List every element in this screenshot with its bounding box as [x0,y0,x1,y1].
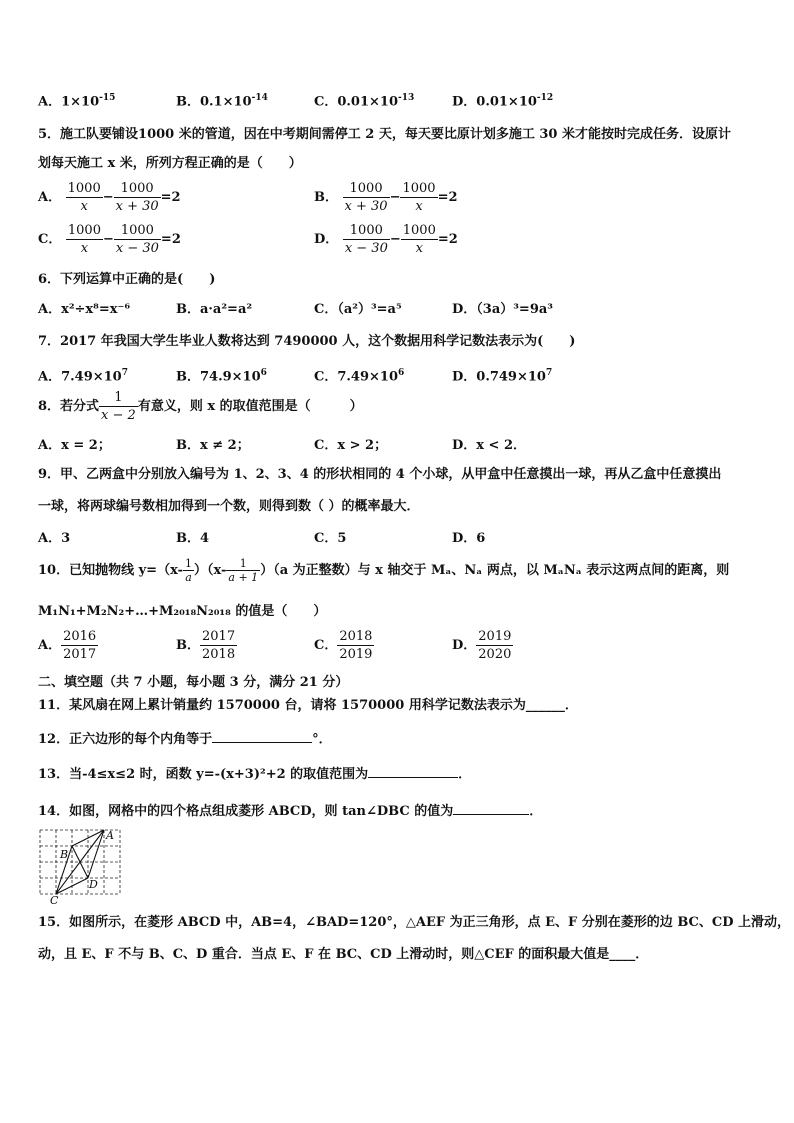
q7-option-d: D．$0.749\times 10^7$ [452,368,553,385]
q7-option-a: A．$7.49\times 10^7$ [38,368,128,385]
q9-stem-line2: 一球，将两球编号数相加得到一个数，则得到数（ ）的概率最大． [38,499,420,514]
q13-stem: 13．当-4≤x≤2 时，函数 y=-(x+3)²+2 的取值范围为 ． [38,767,472,782]
q9-option-d: D．6 [452,531,486,546]
q10-option-a: A． $\frac{2016}{2017}$ [38,629,97,662]
q10-option-d: D． $\frac{2019}{2020}$ [452,629,512,662]
q10-stem-line2: M₁N₁+M₂N₂+…+M₂₀₁₈N₂₀₁₈ 的值是（ ） [38,604,327,619]
q8-option-a: A．x = 2； [38,438,111,453]
q10-stem-line1: 10．已知抛物线 y=（x- $\frac{1}{a}$ ）（x- $\frac{1}{a + 1}$ ）（a 为正整数）与 x 轴交于 Mₐ、Nₐ 两点，以 MₐNₐ 表示这两点间的距离，则 [38,557,730,584]
q4-option-c: C．$0.01\times 10^{-13}$ [314,93,415,110]
q5-stem-line2: 划每天施工 x 米，所列方程正确的是（ ） [38,156,302,171]
q15-stem-line2: 动，且 E、F 不与 B、C、D 重合．当点 E、F 在 BC、CD 上滑动时，则△CEF 的面积最大值是____． [38,947,649,962]
rhombus-grid-figure [38,826,122,904]
q5-option-d: D． $\frac{1000}{x - 30}$ − $\frac{1000}{x}$ =2 [314,223,458,256]
q11-stem: 11．某风扇在网上累计销量约 1570000 台，请将 1570000 用科学记数法表示为______． [38,698,578,713]
q8-option-b: B．x ≠ 2； [176,438,250,453]
q5-option-c: C． $\frac{1000}{x}$ − $\frac{1000}{x - 30}$ =2 [38,223,181,256]
q12-stem: 12．正六边形的每个内角等于 °． [38,732,332,747]
label-d: D [89,878,98,891]
label-c: C [50,894,59,904]
q5-option-a: A． $\frac{1000}{x}$ − $\frac{1000}{x + 30}$ =2 [38,181,181,214]
label-a: A [106,829,114,842]
q14-stem: 14．如图，网格中的四个格点组成菱形 ABCD，则 tan∠DBC 的值为 ． [38,804,543,819]
q10-option-b: B． $\frac{2017}{2018}$ [176,629,236,662]
q9-stem-line1: 9．甲、乙两盒中分别放入编号为 1、2、3、4 的形状相同的 4 个小球，从甲盒中任意摸出一球，再从乙盒中任意摸出 [38,467,722,482]
q7-stem: 7．2017 年我国大学生毕业人数将达到 7490000 人，这个数据用科学记数法表示为( ) [38,334,576,349]
label-b: B [60,848,69,861]
q8-stem: 8．若分式 $\frac{1}{x - 2}$ 有意义，则 x 的取值范围是（ ） [38,390,363,423]
q9-option-b: B．4 [176,531,210,546]
q6-option-c: C．（a²）³=a⁵ [314,302,402,317]
q9-option-c: C．5 [314,531,347,546]
q6-option-b: B．a·a²=a² [176,302,253,317]
q4-option-a: A．$1\times 10^{-15}$ [38,93,116,110]
q7-option-c: C．$7.49\times 10^6$ [314,368,405,385]
q7-option-b: B．$74.9\times 10^6$ [176,368,267,385]
q6-stem: 6．下列运算中正确的是( ) [38,272,216,287]
q6-option-d: D．（3a）³=9a³ [452,302,553,317]
q8-option-d: D．x < 2． [452,438,527,453]
q15-stem-line1: 15．如图所示，在菱形 ABCD 中，AB=4，∠BAD=120°，△AEF 为正三角形，点 E、F 分别在菱形的边 BC、CD 上滑动， [38,915,791,930]
q5-option-b: B． $\frac{1000}{x + 30}$ − $\frac{1000}{x}$ =2 [314,181,458,214]
q9-option-a: A．3 [38,531,71,546]
q8-option-c: C．x > 2； [314,438,388,453]
q4-option-d: D．$0.01\times 10^{-12}$ [452,93,554,110]
section-fill-in-heading: 二、填空题（共 7 小题，每小题 3 分，满分 21 分） [38,675,349,690]
q4-option-b: B．$0.1\times 10^{-14}$ [176,93,268,110]
q5-stem-line1: 5．施工队要铺设1000 米的管道，因在中考期间需停工 2 天，每天要比原计划多施工 30 米才能按时完成任务．设原计 [38,127,731,142]
q10-option-c: C． $\frac{2018}{2019}$ [314,629,373,662]
q6-option-a: A．x²÷x⁸=x⁻⁶ [38,302,131,317]
